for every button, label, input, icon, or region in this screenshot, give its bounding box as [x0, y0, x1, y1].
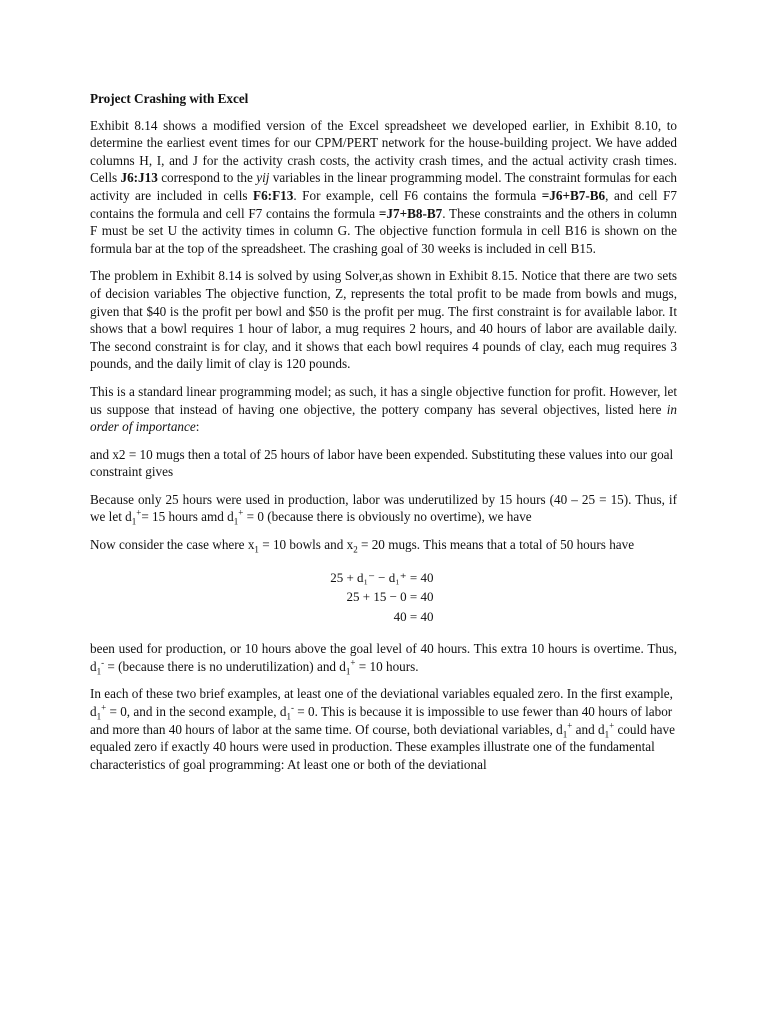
text-run: = 0. This is because it is impossible to use fewer than 40 hours of labor and more than 40 hours of labor at the same time. Of course, both deviational variables, d [90, 703, 673, 737]
paragraph-solver: The problem in Exhibit 8.14 is solved by using Solver,as shown in Exhibit 8.15. Notice that there are two sets of decision variables The objective function, Z, represents the total profit to be made from bowls and mugs, given that $40 is the profit per bowl and $50 is the profit per mug. The first constraint is for available labor. It shows that a bowl requires 1 hour of labor, a mug requires 2 hours, and 40 hours of labor are available daily. The second constraint is for clay, and it shows that each bowl requires 4 pounds of clay, each mug requires 3 pounds, and the daily limit of clay is 120 pounds. [90, 268, 677, 372]
cell-range-j6-j13: J6:J13 [120, 170, 158, 186]
paragraph-deviational-variables [90, 685, 677, 773]
cell-range-f6-f13: F6:F13 [253, 187, 294, 203]
text-run: = 10 hours. [355, 658, 419, 674]
text-run: . For example, cell F6 contains the formula [293, 187, 542, 203]
superscript: - [101, 657, 105, 668]
superscript: + [238, 508, 244, 519]
text-run: In each of these two brief examples, at least one of the deviational variables equaled zero. In the first example, d [90, 686, 673, 719]
paragraph-excel-crashing [90, 117, 677, 258]
subscript: 1 [345, 666, 351, 677]
superscript: + [101, 702, 107, 713]
superscript: + [136, 508, 142, 519]
document-body [90, 90, 677, 783]
paragraph-second-case [90, 536, 677, 554]
text-run: been used for production, or 10 hours above the goal level of 40 hours. This extra 10 hours is overtime. Thus, d [90, 641, 677, 674]
paragraph-overtime [90, 640, 677, 675]
text-run: : [195, 419, 200, 435]
text-run: = 0 (because there is obviously no overtime), we have [243, 509, 532, 525]
formula-f7: =J7+B8-B7 [378, 205, 443, 221]
subscript: 1 [131, 517, 137, 528]
text-run: , and cell F7 contains the formula and cell F7 contains the formula [90, 187, 677, 221]
superscript: - [290, 702, 294, 713]
text-run: Because only 25 hours were used in production, labor was underutilized by 15 hours (40 – 25 = 15). Thus, if we let d [90, 491, 677, 525]
emphasis-order-of-importance: in order of importance [90, 401, 677, 435]
superscript: + [567, 720, 573, 731]
equation-line: 40 = 40 [393, 608, 434, 624]
subscript: 1 [604, 729, 610, 740]
text-run: = 10 bowls and x [258, 537, 354, 553]
text-run: . These constraints and the others in column F must be set U the activity times in column G. The objective function formula in cell B16 is shown on the formula bar at the top of the spreadsheet. The crashing goal of 30 weeks is included in cell B15. [90, 205, 678, 256]
text-run: = 15 hours amd d [141, 509, 234, 525]
text-run: correspond to the [157, 170, 257, 186]
text-run: = 0, and in the second example, d [106, 703, 287, 719]
subscript: 1 [562, 729, 568, 740]
variable-yij: yij [256, 170, 270, 186]
paragraph-objectives [90, 383, 677, 436]
subscript: 2 [353, 544, 358, 555]
subscript: 1 [96, 666, 102, 677]
superscript: + [350, 657, 356, 668]
subscript: 1 [254, 544, 259, 555]
formula-f6: =J6+B7-B6 [541, 187, 606, 203]
subscript: 1 [96, 711, 102, 722]
equation-line: 25 + d₁⁻ − d₁⁺ = 40 [330, 569, 434, 585]
superscript: + [609, 720, 615, 731]
text-run: = (because there is no underutilization) and d [104, 658, 346, 674]
text-run: and d [572, 721, 605, 737]
text-run: Now consider the case where x [90, 537, 255, 553]
subscript: 1 [233, 517, 239, 528]
text-run: could have equaled zero if exactly 40 hours were used in production. These examples illustrate one of the fundamental characteristics of goal programming: At least one or both of the deviational [90, 721, 675, 772]
text-run: variables in the linear programming model. The constraint formulas for each activity are included in cells [90, 170, 677, 203]
text-run: = 20 mugs. This means that a total of 50 hours have [357, 537, 635, 553]
paragraph-underutilized [90, 491, 677, 526]
subscript: 1 [286, 711, 291, 722]
text-run: Exhibit 8.14 shows a modified version of the Excel spreadsheet we developed earlier, in Exhibit 8.10, to determine the earliest event times for our CPM/PERT network for the house-building project. We have added columns H, I, and J for the activity crash costs, the activity crash times, and the actual activity crash times. Cells [90, 117, 677, 186]
document-title: Project Crashing with Excel [90, 91, 249, 106]
paragraph-goal-constraint: and x2 = 10 mugs then a total of 25 hours of labor have been expended. Substituting these values into our goal constraint gives [90, 446, 674, 480]
text-run: This is a standard linear programming model; as such, it has a single objective function for profit. However, let us suppose that instead of having one objective, the pottery company has several objectives, listed here [90, 383, 677, 417]
equation-line: 25 + 15 − 0 = 40 [346, 589, 434, 605]
equation-block [90, 568, 677, 627]
